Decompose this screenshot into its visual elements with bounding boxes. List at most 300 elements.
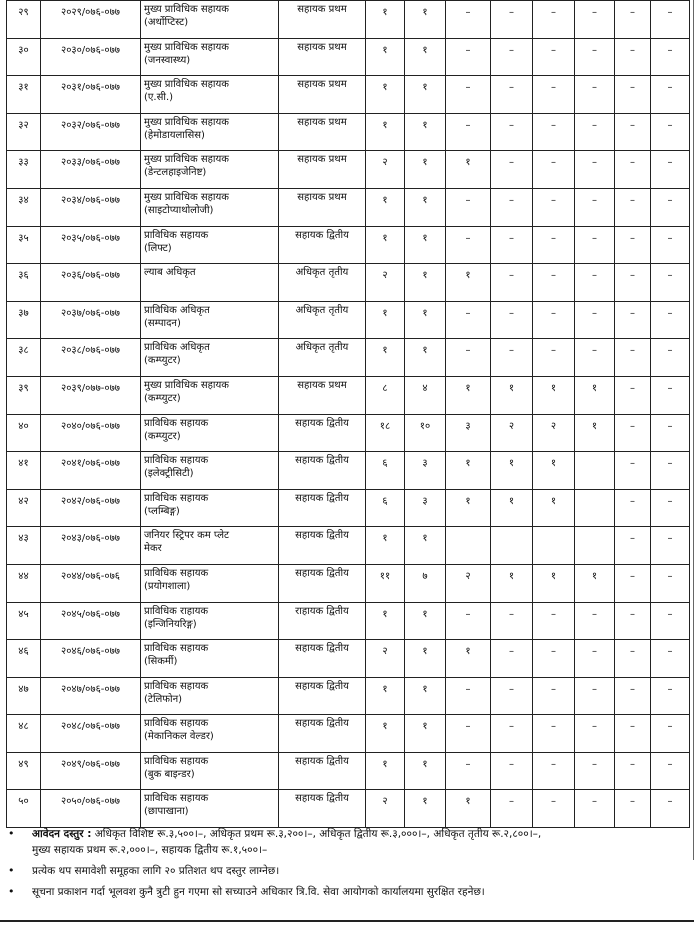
vacancy-table-body [7,1,690,828]
post-title: मुख्य प्राविधिक सहायक [144,379,229,391]
fee-line-1: अधिकृत विशिष्ट रू.३,५००।–, अधिकृत प्रथम रू.३,२००।–, अधिकृत द्वितीय रू.३,०००।–, अधिकृत तृतीय रू.२,८००।–, [91,828,542,840]
post-specialty: (टेलिफोन) [144,693,183,705]
count-cell: १ [491,564,533,602]
table-row [7,677,690,715]
count-cell: १ [533,564,575,602]
count-cell: – [533,188,575,226]
count-cell: – [491,640,533,678]
table-row [7,38,690,76]
post-title: मुख्य प्राविधिक सहायक [144,41,229,53]
post-name-cell [141,640,279,678]
count-cell: – [615,564,651,602]
count-cell: – [575,677,615,715]
count-cell: १ [405,790,446,828]
service-level-cell: सहायक द्वितीय [279,489,366,527]
count-cell: – [491,602,533,640]
advert-code-cell: २०३३/०७६-०७७ [41,151,141,189]
count-cell: – [615,1,651,39]
count-cell: १ [405,640,446,678]
advert-code-cell: २०५०/०७६-०७७ [41,790,141,828]
count-cell: १ [491,376,533,414]
count-cell: – [615,151,651,189]
advert-code-cell: २०४८/०७६-०७७ [41,715,141,753]
count-cell: – [491,677,533,715]
count-cell: – [615,376,651,414]
count-cell: – [615,640,651,678]
post-specialty: मेकर [144,543,162,555]
serial-number-cell: ३२ [7,113,41,151]
service-level-cell: सहायक द्वितीय [279,790,366,828]
post-title: प्राविधिक अधिकृत [144,342,210,354]
count-cell: – [651,715,690,753]
count-cell: – [651,188,690,226]
bottom-rule [0,920,694,922]
table-row [7,1,690,39]
count-cell: – [651,564,690,602]
post-specialty: (इन्जिनियरिङ्ग) [144,618,197,630]
post-title: प्राविधिक सहायक [144,643,209,655]
count-cell: १ [366,715,405,753]
table-row [7,113,690,151]
table-row [7,264,690,302]
count-cell: – [491,301,533,339]
serial-number-cell: ३९ [7,376,41,414]
count-cell: – [533,640,575,678]
post-specialty: (मेकानिकल वेल्डर) [144,731,214,743]
advert-code-cell: २०४५/०७६-०७७ [41,602,141,640]
table-row [7,640,690,678]
fee-label: आवेदन दस्तुर : [32,828,92,840]
count-cell: – [533,790,575,828]
count-cell: – [651,602,690,640]
count-cell: – [491,113,533,151]
count-cell: – [491,226,533,264]
post-name-cell [141,564,279,602]
serial-number-cell: ४० [7,414,41,452]
table-row [7,564,690,602]
count-cell: – [575,151,615,189]
count-cell: १ [366,226,405,264]
count-cell: १ [446,489,491,527]
count-cell: – [615,752,651,790]
table-row [7,188,690,226]
serial-number-cell: ३१ [7,76,41,114]
advert-code-cell: २०४३/०७६-०७७ [41,527,141,565]
advert-code-cell: २०३२/०७६-०७७ [41,113,141,151]
count-cell: – [615,113,651,151]
service-level-cell: अधिकृत तृतीय [279,301,366,339]
serial-number-cell: ३३ [7,151,41,189]
count-cell: १ [405,602,446,640]
count-cell: – [491,752,533,790]
count-cell: १ [405,226,446,264]
count-cell: १ [575,376,615,414]
post-title: प्राविधिक सहायक [144,793,209,805]
post-title: प्राविधिक सहायक [144,718,209,730]
advert-code-cell: २०३७/०७६-०७७ [41,301,141,339]
count-cell: – [575,1,615,39]
post-name-cell [141,76,279,114]
count-cell: १ [366,1,405,39]
count-cell: – [615,790,651,828]
advert-code-cell: २०३९/०७७-०७७ [41,376,141,414]
count-cell: – [533,1,575,39]
service-level-cell: सहायक द्वितीय [279,527,366,565]
count-cell: – [575,301,615,339]
inclusion-fee-note [6,863,682,879]
count-cell: – [533,38,575,76]
count-cell: – [651,76,690,114]
count-cell: १ [575,564,615,602]
count-cell: १ [366,76,405,114]
count-cell: १ [491,489,533,527]
count-cell: २ [491,414,533,452]
advert-code-cell: २०३८/०७६-०७७ [41,339,141,377]
table-row [7,301,690,339]
count-cell: – [533,76,575,114]
notes-section [6,826,682,905]
count-cell: – [615,677,651,715]
count-cell: १ [405,527,446,565]
advert-code-cell: २०३६/०७६-०७७ [41,264,141,302]
count-cell: – [615,226,651,264]
post-name-cell [141,1,279,39]
fee-line-2: मुख्य सहायक प्रथम रू.२,०००।–, सहायक द्वितीय रू.१,५००।– [32,844,268,856]
count-cell: – [615,527,651,565]
bullet-icon: • [8,885,15,898]
count-cell: – [491,715,533,753]
count-cell: १ [366,752,405,790]
post-name-cell [141,527,279,565]
post-name-cell [141,113,279,151]
count-cell: – [575,264,615,302]
advert-code-cell: २०३१/०७६-०७७ [41,76,141,114]
count-cell: ७ [405,564,446,602]
count-cell: – [651,301,690,339]
count-cell: – [615,264,651,302]
post-name-cell [141,602,279,640]
count-cell: – [446,76,491,114]
count-cell: ३ [446,414,491,452]
count-cell: – [446,301,491,339]
post-specialty: (डेन्टलहाइजेनिष्ट) [144,167,207,179]
count-cell: १ [366,527,405,565]
serial-number-cell: ४४ [7,564,41,602]
serial-number-cell: ५० [7,790,41,828]
count-cell: १ [405,752,446,790]
post-title: मुख्य प्राविधिक सहायक [144,154,229,166]
table-row [7,339,690,377]
count-cell: – [651,414,690,452]
bullet-icon: • [8,864,15,877]
service-level-cell: सहायक द्वितीय [279,564,366,602]
count-cell: – [491,76,533,114]
post-name-cell [141,264,279,302]
post-specialty: (छापाखाना) [144,806,189,818]
post-name-cell [141,752,279,790]
count-cell: १ [405,264,446,302]
count-cell: १ [405,301,446,339]
table-row [7,527,690,565]
count-cell: २ [366,790,405,828]
post-title: प्राविधिक सहायक [144,567,209,579]
count-cell: – [615,452,651,490]
post-name-cell [141,790,279,828]
service-level-cell: राहायक द्वितीय [279,602,366,640]
count-cell: – [446,752,491,790]
post-title: प्राविधिक सहायक [144,680,209,692]
count-cell: १ [446,790,491,828]
count-cell: २ [446,564,491,602]
post-specialty: (अर्थोप्टिस्ट) [144,17,189,28]
post-specialty: (जनस्वास्थ्य) [144,54,191,66]
vacancy-table-container [6,0,676,828]
serial-number-cell: ३६ [7,264,41,302]
advert-code-cell: २०४०/०७६-०७७ [41,414,141,452]
advert-code-cell: २०४२/०७६-०७७ [41,489,141,527]
post-name-cell [141,452,279,490]
count-cell: – [491,790,533,828]
count-cell: – [575,113,615,151]
count-cell: ११ [366,564,405,602]
post-title: प्राविधिक सहायक [144,229,209,241]
count-cell: १ [446,151,491,189]
table-row [7,151,690,189]
post-specialty: (इलेक्ट्रीसिटी) [144,468,194,480]
service-level-cell: सहायक द्वितीय [279,677,366,715]
count-cell: ३ [405,489,446,527]
post-name-cell [141,677,279,715]
post-specialty: (कम्प्युटर) [144,430,181,442]
table-row [7,602,690,640]
count-cell: – [575,38,615,76]
advert-code-cell: २०३०/०७६-०७७ [41,38,141,76]
count-cell: १ [405,188,446,226]
count-cell: – [575,790,615,828]
count-cell: – [615,38,651,76]
service-level-cell: सहायक द्वितीय [279,640,366,678]
count-cell: – [491,1,533,39]
count-cell: १ [446,376,491,414]
post-title: मुख्य प्राविधिक सहायक [144,4,229,15]
count-cell: – [575,602,615,640]
count-cell: १ [405,38,446,76]
post-title: मुख्य प्राविधिक सहायक [144,191,229,203]
advert-code-cell: २०४६/०७६-०७७ [41,640,141,678]
count-cell [575,527,615,565]
count-cell: – [533,226,575,264]
count-cell: १ [533,489,575,527]
count-cell: – [575,226,615,264]
service-level-cell: सहायक प्रथम [279,38,366,76]
advert-code-cell: २०४९/०७६-०७७ [41,752,141,790]
post-title: प्राविधिक अधिकृत [144,304,210,316]
count-cell: – [615,339,651,377]
count-cell: २ [533,414,575,452]
post-name-cell [141,226,279,264]
table-row [7,715,690,753]
serial-number-cell: ३४ [7,188,41,226]
count-cell: ३ [405,452,446,490]
table-row [7,452,690,490]
inclusion-fee-text: प्रत्येक थप समावेशी समूहका लागि २० प्रतिशत थप दस्तुर लाग्नेछ। [32,865,280,877]
post-name-cell [141,339,279,377]
table-row [7,76,690,114]
advert-code-cell: २०३५/०७६-०७७ [41,226,141,264]
advert-code-cell: २०३४/०७६-०७७ [41,188,141,226]
count-cell: १ [491,452,533,490]
count-cell: १ [405,76,446,114]
count-cell: १ [366,602,405,640]
count-cell: – [651,452,690,490]
service-level-cell: सहायक प्रथम [279,1,366,39]
count-cell: – [651,527,690,565]
count-cell: १ [446,452,491,490]
count-cell: १ [405,113,446,151]
serial-number-cell: ४९ [7,752,41,790]
count-cell: – [651,151,690,189]
post-name-cell [141,38,279,76]
serial-number-cell: ४५ [7,602,41,640]
count-cell: ४ [405,376,446,414]
count-cell: ६ [366,489,405,527]
count-cell: – [651,113,690,151]
count-cell: – [651,752,690,790]
count-cell: – [615,489,651,527]
count-cell: – [446,226,491,264]
count-cell: – [615,414,651,452]
count-cell: १० [405,414,446,452]
count-cell [575,452,615,490]
count-cell: – [533,602,575,640]
count-cell [575,489,615,527]
count-cell: – [651,38,690,76]
serial-number-cell: ३० [7,38,41,76]
count-cell: २ [366,640,405,678]
fee-note [6,826,682,858]
post-specialty: (कम्प्युटर) [144,392,181,404]
count-cell [491,527,533,565]
service-level-cell: सहायक प्रथम [279,376,366,414]
count-cell: – [491,339,533,377]
count-cell: २ [366,151,405,189]
service-level-cell: सहायक द्वितीय [279,226,366,264]
serial-number-cell: ४३ [7,527,41,565]
count-cell: – [446,1,491,39]
count-cell: – [575,640,615,678]
count-cell: १ [533,452,575,490]
count-cell: १ [405,677,446,715]
count-cell: १ [405,339,446,377]
post-specialty: (लिफ्ट) [144,242,172,254]
count-cell: – [575,715,615,753]
correction-rights-text: सूचना प्रकाशन गर्दा भूलवश कुनै त्रुटी हुन गएमा सो सच्याउने अधिकार त्रि.वि. सेवा आयोगको कार्यालयमा सुरक्षित रहनेछ। [32,886,485,898]
count-cell [446,527,491,565]
correction-rights-note [6,884,682,900]
count-cell: – [491,188,533,226]
post-name-cell [141,414,279,452]
count-cell: १ [366,38,405,76]
service-level-cell: अधिकृत तृतीय [279,264,366,302]
post-specialty: (प्लम्बिङ्ग) [144,505,180,517]
post-name-cell [141,301,279,339]
table-row [7,226,690,264]
count-cell: – [651,489,690,527]
count-cell: १ [405,715,446,753]
advert-code-cell: २०४१/०७६-०७७ [41,452,141,490]
count-cell: – [446,113,491,151]
post-name-cell [141,151,279,189]
serial-number-cell: ३५ [7,226,41,264]
count-cell: – [446,677,491,715]
count-cell: ६ [366,452,405,490]
post-specialty: (सिकर्मी) [144,656,178,668]
count-cell [533,527,575,565]
post-title: मुख्य प्राविधिक सहायक [144,116,229,128]
service-level-cell: सहायक प्रथम [279,188,366,226]
count-cell: – [533,339,575,377]
count-cell: १ [366,113,405,151]
serial-number-cell: ३८ [7,339,41,377]
count-cell: – [615,301,651,339]
count-cell: १ [575,414,615,452]
post-name-cell [141,376,279,414]
count-cell: – [615,76,651,114]
count-cell: १ [446,640,491,678]
bullet-icon: • [8,827,15,840]
post-title: ल्याब अधिकृत [144,267,196,279]
post-specialty: (प्रयोगशाला) [144,580,191,592]
post-name-cell [141,715,279,753]
table-row [7,489,690,527]
serial-number-cell: ४७ [7,677,41,715]
count-cell: – [575,188,615,226]
serial-number-cell: ४२ [7,489,41,527]
count-cell: – [575,752,615,790]
post-title: प्राविधिक सहायक [144,492,209,504]
count-cell: – [651,264,690,302]
post-title: जनियर स्ट्रिपर कम प्लेट [144,530,230,542]
service-level-cell: सहायक प्रथम [279,113,366,151]
count-cell: १ [533,376,575,414]
count-cell: १८ [366,414,405,452]
count-cell: – [651,226,690,264]
post-title: प्राविधिक सहायक [144,755,209,767]
count-cell: – [533,151,575,189]
service-level-cell: सहायक द्वितीय [279,752,366,790]
serial-number-cell: ३७ [7,301,41,339]
count-cell: – [651,790,690,828]
count-cell: – [651,339,690,377]
table-row [7,752,690,790]
count-cell: – [491,38,533,76]
post-specialty: (हेमोडायलासिस) [144,129,205,141]
service-level-cell: सहायक प्रथम [279,151,366,189]
table-row [7,376,690,414]
count-cell: – [533,113,575,151]
post-specialty: (साइटोप्याथोलोजी) [144,204,214,216]
vacancy-table [6,0,690,828]
count-cell: – [575,339,615,377]
count-cell: – [446,602,491,640]
advert-code-cell: २०४७/०७६-०७७ [41,677,141,715]
count-cell: – [575,76,615,114]
count-cell: १ [446,264,491,302]
post-name-cell [141,489,279,527]
count-cell: – [446,339,491,377]
count-cell: – [533,752,575,790]
count-cell: – [651,677,690,715]
